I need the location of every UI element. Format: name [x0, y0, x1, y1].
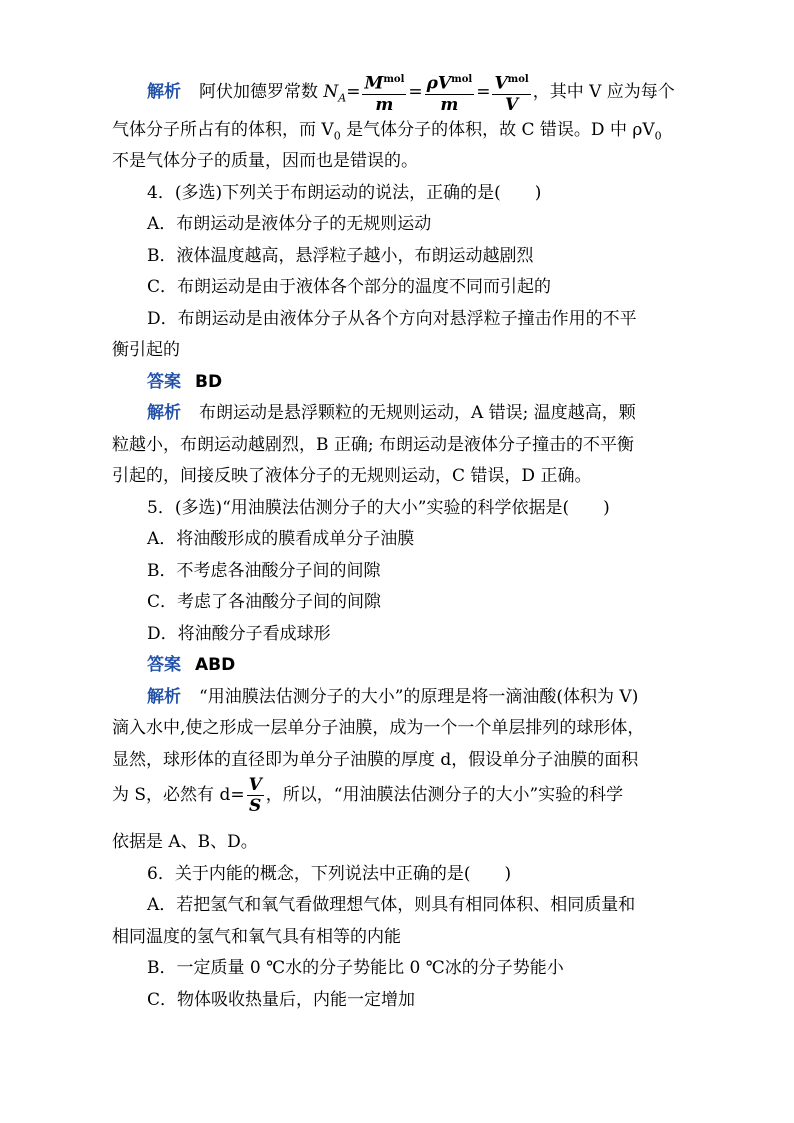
q6-stem: 6．关于内能的概念，下列说法中正确的是( ) — [147, 864, 512, 884]
q5-analysis-line-4: 为 S，必然有 d= $\frac{V}{S}$ ，所以，“用油膜法估测分子的大小”实验的科学 — [112, 775, 624, 816]
answer-label: 答案 — [147, 655, 181, 675]
q6-option-c: C．物体吸收热量后，内能一定增加 — [147, 990, 416, 1010]
q6-option-b: B．一定质量 0 ℃水的分子势能比 0 ℃冰的分子势能小 — [147, 958, 564, 978]
q3-analysis-line-2: 气体分子所占有的体积，而 $V_0$ 是气体分子的体积，故 C 错误。D 中 $\rho V_0$ — [112, 120, 662, 143]
analysis-label: 解析 — [147, 687, 181, 707]
q3-analysis-line-1: 解析 阿伏加德罗常数 $N_A=$ $\frac{M^{mol}}{m}$ = $\frac{\rho V^{mol}}{m}$ = $\frac{V^{mol}}{V}$ ，其中 V 应为每个 — [147, 70, 687, 115]
q5-analysis-line-1: 解析 “用油膜法估测分子的大小”的原理是将一滴油酸(体积为 V) — [147, 687, 639, 707]
q5-stem: 5．(多选)“用油膜法估测分子的大小”实验的科学依据是( ) — [147, 498, 610, 518]
q5-option-b: B．不考虑各油酸分子间的间隙 — [147, 561, 381, 581]
q4-analysis-line-1: 解析 布朗运动是悬浮颗粒的无规则运动，A 错误; 温度越高，颗 — [147, 403, 636, 423]
fraction-3: $\frac{V^{mol}}{V}$ — [492, 70, 530, 115]
q5-analysis-line-2: 滴入水中,使之形成一层单分子油膜，成为一个一个单层排列的球形体， — [112, 718, 645, 738]
answer-value: BD — [195, 372, 223, 392]
answer-label: 答案 — [147, 372, 181, 392]
q5-answer — [147, 654, 687, 676]
q5-analysis-line-5: 依据是 A、B、D。 — [112, 832, 258, 852]
fraction-v-over-s: $\frac{V}{S}$ — [248, 775, 262, 816]
q4-answer — [147, 371, 687, 393]
q4-analysis-line-2: 粒越小，布朗运动越剧烈，B 正确; 布朗运动是液体分子撞击的不平衡 — [112, 435, 635, 455]
analysis-label: 解析 — [147, 81, 181, 102]
q5-analysis-line-3: 显然，球形体的直径即为单分子油膜的厚度 d，假设单分子油膜的面积 — [112, 750, 639, 770]
q4-option-c: C．布朗运动是由于液体各个部分的温度不同而引起的 — [147, 277, 552, 297]
q5-option-c: C．考虑了各油酸分子间的间隙 — [147, 592, 382, 612]
fraction-2: $\frac{\rho V^{mol}}{m}$ — [425, 70, 475, 115]
fraction-1: $\frac{M^{mol}}{m}$ — [362, 70, 406, 115]
q4-option-b: B．液体温度越高，悬浮粒子越小，布朗运动越剧烈 — [147, 246, 534, 266]
q4-stem: 4．(多选)下列关于布朗运动的说法，正确的是( ) — [147, 183, 542, 203]
analysis-intro: 阿伏加德罗常数 — [199, 81, 318, 102]
q3-analysis-line-3: 不是气体分子的质量，因而也是错误的。 — [112, 151, 418, 171]
analysis-label: 解析 — [147, 403, 181, 423]
q4-option-a: A．布朗运动是液体分子的无规则运动 — [147, 214, 432, 234]
analysis-after-formula: ，其中 V 应为每个 — [532, 81, 675, 102]
q4-option-d-line-2: 衡引起的 — [112, 340, 180, 360]
answer-value: ABD — [195, 655, 236, 675]
na-symbol: $N_A$ — [323, 81, 347, 105]
q6-option-a-line-1: A．若把氢气和氧气看做理想气体，则具有相同体积、相同质量和 — [147, 895, 636, 915]
q6-option-a-line-2: 相同温度的氢气和氧气具有相等的内能 — [112, 927, 401, 947]
q5-option-a: A．将油酸形成的膜看成单分子油膜 — [147, 529, 415, 549]
q5-option-d: D．将油酸分子看成球形 — [147, 624, 331, 644]
q4-analysis-line-3: 引起的，间接反映了液体分子的无规则运动，C 错误，D 正确。 — [112, 466, 592, 486]
q4-option-d-line-1: D．布朗运动是由液体分子从各个方向对悬浮粒子撞击作用的不平 — [147, 309, 637, 329]
